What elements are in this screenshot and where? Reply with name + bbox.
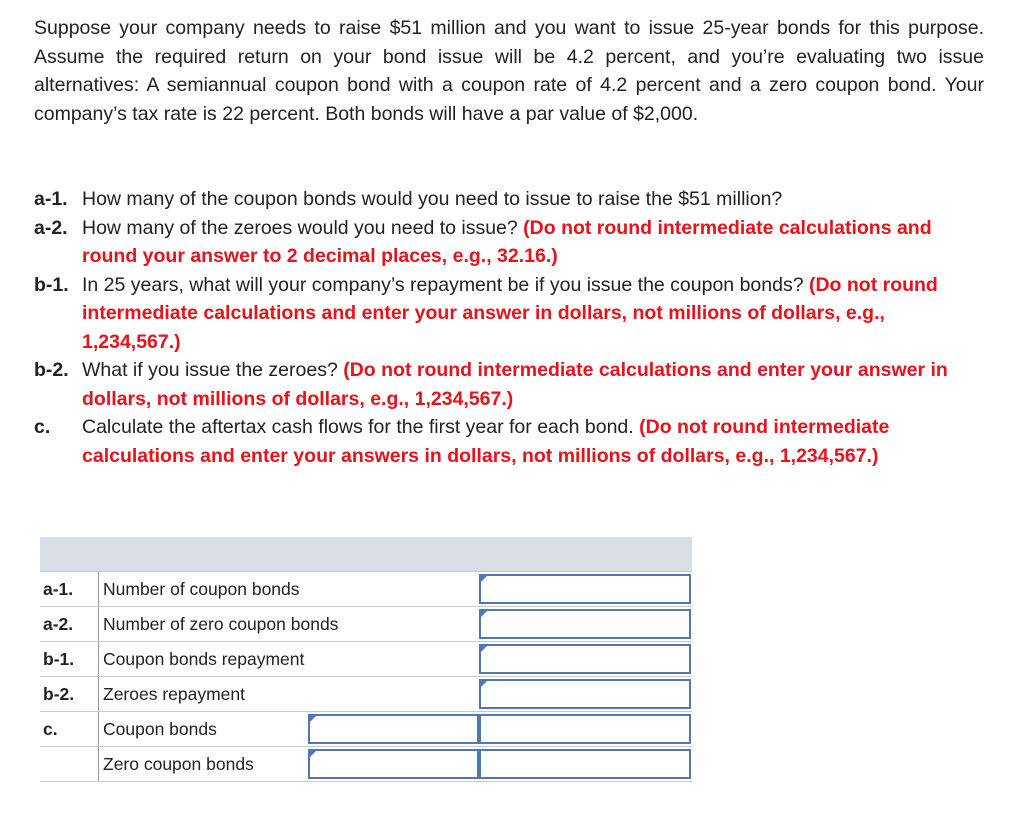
row-label: c. <box>43 719 58 739</box>
question-text: How many of the coupon bonds would you need to issue to raise the $51 million? <box>82 188 783 210</box>
row-label: b-1. <box>43 649 75 669</box>
table-row-a1 <box>40 572 692 607</box>
input-marker-icon <box>481 679 489 687</box>
zero-coupon-bonds-cashflow-input[interactable] <box>308 749 479 779</box>
question-b2 <box>34 356 984 413</box>
coupon-bonds-repayment-input[interactable] <box>479 644 691 674</box>
question-list <box>34 185 984 470</box>
question-text: How many of the zeroes would you need to issue? <box>82 216 524 239</box>
row-label: a-1. <box>43 579 74 599</box>
question-text: Calculate the aftertax cash flows for the first year for each bond. <box>82 416 640 438</box>
coupon-bonds-cashflow-input[interactable] <box>308 714 479 744</box>
question-a2 <box>34 214 984 271</box>
row-description: Number of zero coupon bonds <box>98 607 476 641</box>
question-label: a-1. <box>34 188 68 210</box>
coupon-bonds-cashflow-extra-input[interactable] <box>479 714 691 744</box>
question-instruction: (Do not round intermediate calculations and enter your answer in dollars, not millions of dollars, e.g., 1,234,567.) <box>82 359 948 410</box>
input-marker-icon <box>310 714 318 722</box>
input-marker-icon <box>481 574 489 582</box>
question-b1 <box>34 271 984 357</box>
input-marker-icon <box>310 749 318 757</box>
row-description: Coupon bonds repayment <box>98 642 476 676</box>
problem-statement: Suppose your company needs to raise $51 million and you want to issue 25-year bonds for this purpose. Assume the required return on your bond issue will be 4.2 percent, and you’re evaluating two issue alternatives: A semiannual coupon bond with a coupon rate of 4.2 percent and a zero coupon bond. Your company’s tax rate is 22 percent. Both bonds will have a par value of $2,000. <box>34 17 984 125</box>
question-instruction: (Do not round intermediate calculations and enter your answer in dollars, not millions of dollars, e.g., 1,234,567.) <box>82 273 938 353</box>
table-row-b1 <box>40 642 692 677</box>
zero-coupon-bonds-cashflow-extra-input[interactable] <box>479 749 691 779</box>
row-description: Number of coupon bonds <box>98 572 476 606</box>
table-header-bar <box>40 537 692 572</box>
row-description: Coupon bonds <box>98 712 308 746</box>
question-a1 <box>34 185 984 214</box>
zeroes-repayment-input[interactable] <box>479 679 691 709</box>
question-label: c. <box>34 416 51 438</box>
table-row-c-zero <box>40 747 692 782</box>
row-label: b-2. <box>43 684 75 704</box>
zero-coupon-bonds-count-input[interactable] <box>479 609 691 639</box>
coupon-bonds-count-input[interactable] <box>479 574 691 604</box>
question-label: b-1. <box>34 273 69 296</box>
table-row-b2 <box>40 677 692 712</box>
question-text: In 25 years, what will your company’s repayment be if you issue the coupon bonds? <box>82 273 809 296</box>
question-text: What if you issue the zeroes? <box>82 359 344 381</box>
question-c <box>34 413 984 470</box>
question-instruction: (Do not round intermediate calculations and round your answer to 2 decimal places, e.g., 32.16.) <box>82 216 932 267</box>
table-row-a2 <box>40 607 692 642</box>
question-label: b-2. <box>34 359 69 381</box>
input-marker-icon <box>481 644 489 652</box>
question-label: a-2. <box>34 216 68 239</box>
answer-table <box>40 537 692 782</box>
row-label: a-2. <box>43 614 74 634</box>
table-row-c-coupon <box>40 712 692 747</box>
question-instruction: (Do not round intermediate calculations and enter your answers in dollars, not millions of dollars, e.g., 1,234,567.) <box>82 416 890 467</box>
row-description: Zero coupon bonds <box>98 747 308 781</box>
row-description: Zeroes repayment <box>98 677 476 711</box>
input-marker-icon <box>481 609 489 617</box>
